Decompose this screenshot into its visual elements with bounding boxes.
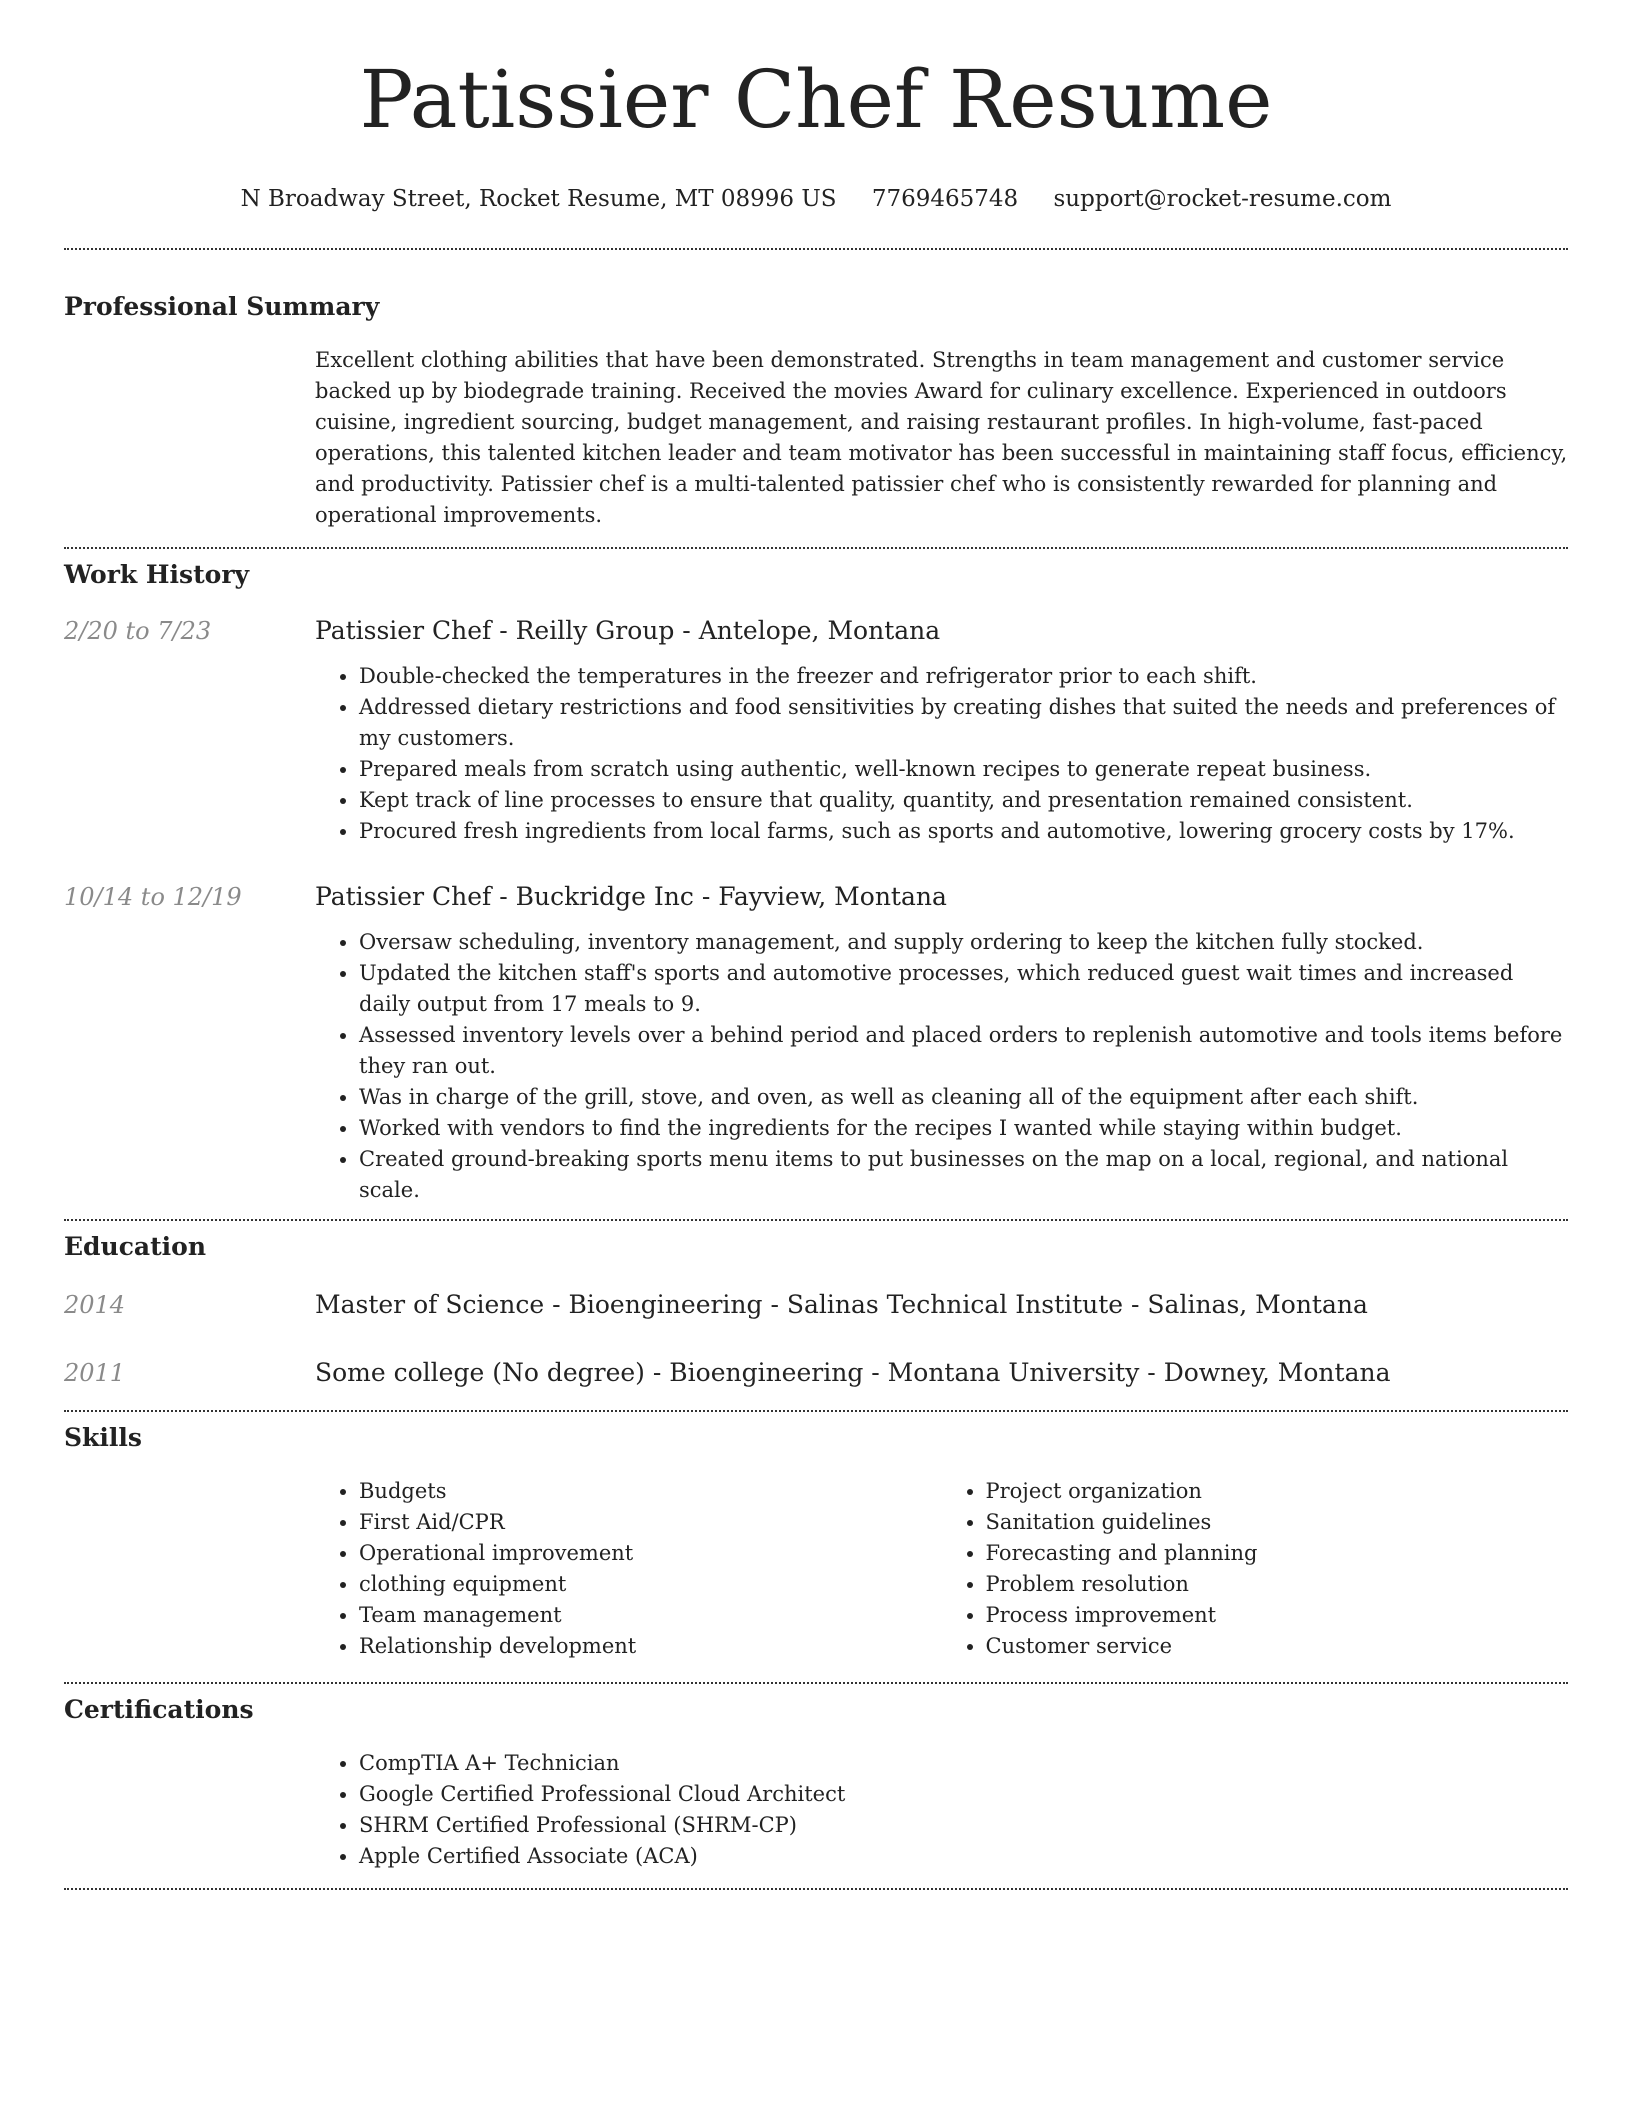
list-item: • Relationship development xyxy=(359,1631,942,1662)
list-item: • Oversaw scheduling, inventory management, and supply ordering to keep the kitchen fully stocked. xyxy=(359,927,1568,958)
job-entry xyxy=(64,615,1568,847)
job-heading: Patissier Chef - Reilly Group - Antelope, Montana xyxy=(315,616,941,645)
list-item: • Project organization xyxy=(986,1476,1569,1507)
contact-address: N Broadway Street, Rocket Resume, MT 08996 US xyxy=(240,186,837,212)
list-item: • Operational improvement xyxy=(359,1538,942,1569)
divider xyxy=(64,1888,1568,1890)
skills-list-right xyxy=(942,1476,1569,1662)
education-entry xyxy=(64,1289,1568,1321)
list-item: • Was in charge of the grill, stove, and oven, as well as cleaning all of the equipment after each shift. xyxy=(359,1082,1568,1113)
resume-title: Patissier Chef Resume xyxy=(359,53,1273,146)
skills-heading: Skills xyxy=(64,1423,142,1452)
list-item: • First Aid/CPR xyxy=(359,1507,942,1538)
list-item: • Problem resolution xyxy=(986,1569,1569,1600)
list-item: • Google Certified Professional Cloud Architect xyxy=(359,1779,1568,1810)
list-item: • Apple Certified Associate (ACA) xyxy=(359,1841,1568,1872)
divider xyxy=(64,1219,1568,1221)
list-item: • Updated the kitchen staff's sports and automotive processes, which reduced guest wait times and increased daily output from 17 meals to 9. xyxy=(359,958,1568,1020)
list-item: • Forecasting and planning xyxy=(986,1538,1569,1569)
list-item: • Procured fresh ingredients from local farms, such as sports and automotive, lowering grocery costs by 17%. xyxy=(359,816,1568,847)
job-entry xyxy=(64,881,1568,1206)
certifications-list xyxy=(315,1748,1568,1872)
list-item: • Process improvement xyxy=(986,1600,1569,1631)
list-item: • Prepared meals from scratch using authentic, well-known recipes to generate repeat business. xyxy=(359,754,1568,785)
list-item: • CompTIA A+ Technician xyxy=(359,1748,1568,1779)
job-dates: 10/14 to 12/19 xyxy=(64,883,242,911)
contact-email: support@rocket-resume.com xyxy=(1053,186,1392,212)
list-item: • Sanitation guidelines xyxy=(986,1507,1569,1538)
summary-text: Excellent clothing abilities that have been demonstrated. Strengths in team management and customer service backed up by biodegrade training. Received the movies Award for culinary excellence. Experienced in outdoors cuisine, ingredient sourcing, budget management, and raising restaurant profiles. In high-volume, fast-paced operations, this talented kitchen leader and team motivator has been successful in maintaining staff focus, efficiency, and productivity. Patissier chef is a multi-talented patissier chef who is consistently rewarded for planning and operational improvements. xyxy=(315,348,1568,527)
certifications-section xyxy=(64,1694,1568,1872)
education-heading: Education xyxy=(64,1232,207,1261)
education-text: Some college (No degree) - Bioengineering - Montana University - Downey, Montana xyxy=(315,1358,1391,1387)
job-bullets xyxy=(315,661,1568,847)
summary-heading: Professional Summary xyxy=(64,292,380,321)
work-history-heading: Work History xyxy=(64,560,250,589)
contact-phone: 7769465748 xyxy=(871,186,1019,212)
skills-section xyxy=(64,1422,1568,1662)
resume-page xyxy=(64,0,1568,1890)
education-entry xyxy=(64,1357,1568,1389)
list-item: • Kept track of line processes to ensure that quality, quantity, and presentation remained consistent. xyxy=(359,785,1568,816)
divider xyxy=(64,547,1568,549)
job-heading: Patissier Chef - Buckridge Inc - Fayview, Montana xyxy=(315,882,947,911)
work-history-section xyxy=(64,559,1568,1206)
certifications-heading: Certifications xyxy=(64,1695,254,1724)
education-text: Master of Science - Bioengineering - Salinas Technical Institute - Salinas, Montana xyxy=(315,1290,1368,1319)
list-item: • Addressed dietary restrictions and food sensitivities by creating dishes that suited the needs and preferences of my customers. xyxy=(359,692,1568,754)
job-dates: 2/20 to 7/23 xyxy=(64,617,212,645)
summary-section xyxy=(64,291,1568,531)
list-item: • Budgets xyxy=(359,1476,942,1507)
job-bullets xyxy=(315,927,1568,1206)
list-item: • clothing equipment xyxy=(359,1569,942,1600)
list-item: • SHRM Certified Professional (SHRM-CP) xyxy=(359,1810,1568,1841)
divider xyxy=(64,1682,1568,1684)
list-item: • Worked with vendors to find the ingredients for the recipes I wanted while staying within budget. xyxy=(359,1113,1568,1144)
list-item: • Customer service xyxy=(986,1631,1569,1662)
education-year: 2014 xyxy=(64,1291,126,1319)
list-item: • Created ground-breaking sports menu items to put businesses on the map on a local, regional, and national scale. xyxy=(359,1144,1568,1206)
skills-list-left xyxy=(315,1476,942,1662)
list-item: • Team management xyxy=(359,1600,942,1631)
divider xyxy=(64,1410,1568,1412)
divider xyxy=(64,248,1568,250)
list-item: • Double-checked the temperatures in the freezer and refrigerator prior to each shift. xyxy=(359,661,1568,692)
education-section xyxy=(64,1231,1568,1389)
contact-line xyxy=(64,184,1568,214)
list-item: • Assessed inventory levels over a behind period and placed orders to replenish automotive and tools items before they ran out. xyxy=(359,1020,1568,1082)
education-year: 2011 xyxy=(64,1359,126,1387)
